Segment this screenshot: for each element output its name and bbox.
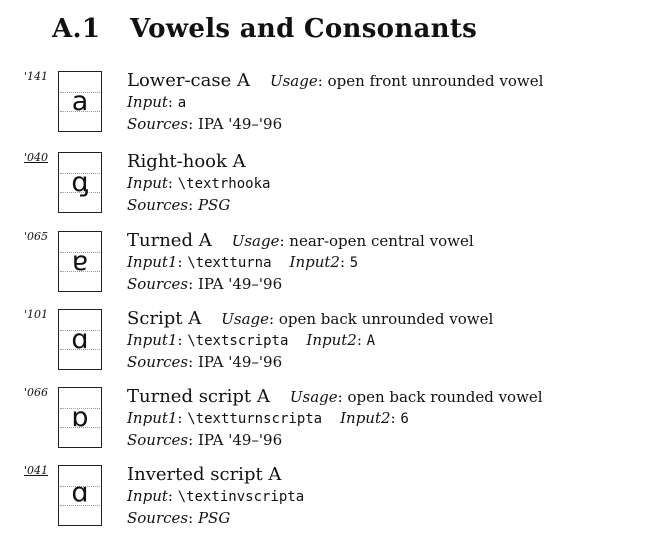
entry-name: Inverted script A [127, 464, 282, 485]
sources-value: IPA '49–'96 [197, 275, 283, 293]
sources-value: IPA '49–'96 [197, 115, 283, 133]
input-command: \textturna [187, 255, 272, 271]
input-line: Input1: \textscripta Input2: A [127, 331, 376, 349]
glyph-sample: a [71, 86, 89, 117]
input-line: Input1: \textturnscripta Input2: 6 [127, 409, 409, 427]
input-line: Input: \textinvscripta [127, 487, 305, 505]
sources-line: Sources: PSG [127, 196, 231, 214]
usage: Usage: near-open central vowel [231, 232, 474, 250]
glyph-sample: ɒ [71, 402, 89, 433]
glyph-entry [0, 464, 660, 542]
glyph-entry [0, 308, 660, 386]
octal-code: '040 [24, 151, 49, 164]
input-command: \textinvscripta [177, 489, 305, 505]
entry-name-line [127, 308, 493, 329]
input2-command: 5 [349, 255, 359, 271]
sources-line: Sources: PSG [127, 509, 231, 527]
glyph-sample: ɐ [71, 246, 89, 277]
glyph-entry [0, 230, 660, 308]
glyph-box [58, 71, 102, 132]
section-heading [52, 14, 477, 44]
input2-command: A [366, 333, 376, 349]
sources-line: Sources: IPA '49–'96 [127, 353, 283, 371]
sources-value: IPA '49–'96 [197, 353, 283, 371]
sources-line: Sources: IPA '49–'96 [127, 431, 283, 449]
usage: Usage: open front unrounded vowel [269, 72, 544, 90]
entry-name-line [127, 386, 543, 407]
glyph-sample: ɑ̡ [71, 167, 89, 198]
section-title: Vowels and Consonants [130, 14, 478, 44]
octal-code: '141 [24, 70, 49, 83]
entry-name: Right-hook A [127, 151, 246, 172]
sources-value: IPA '49–'96 [197, 431, 283, 449]
usage: Usage: open back rounded vowel [289, 388, 543, 406]
glyph-box [58, 152, 102, 213]
octal-code: '065 [24, 230, 49, 243]
input-command: \textrhooka [177, 176, 271, 192]
glyph-entry [0, 151, 660, 229]
glyph-sample: ɑ [71, 324, 89, 355]
input-line: Input: \textrhooka [127, 174, 271, 192]
entry-name: Turned A [127, 230, 212, 251]
entry-name: Lower-case A [127, 70, 250, 91]
entry-name: Turned script A [127, 386, 270, 407]
glyph-box [58, 309, 102, 370]
glyph-box [58, 465, 102, 526]
glyph-sample: ɑ [71, 480, 89, 511]
input-command: \textscripta [187, 333, 289, 349]
sources-line: Sources: IPA '49–'96 [127, 115, 283, 133]
entry-name: Script A [127, 308, 202, 329]
octal-code: '101 [24, 308, 49, 321]
glyph-box [58, 231, 102, 292]
glyph-entry [0, 386, 660, 464]
octal-code: '041 [24, 464, 49, 477]
input-command: \textturnscripta [187, 411, 323, 427]
section-number: A.1 [52, 14, 101, 44]
entry-name-line [127, 70, 543, 91]
input-line: Input1: \textturna Input2: 5 [127, 253, 359, 271]
sources-value: PSG [197, 196, 231, 214]
usage: Usage: open back unrounded vowel [221, 310, 494, 328]
input2-command: 6 [400, 411, 409, 427]
octal-code: '066 [24, 386, 49, 399]
sources-line: Sources: IPA '49–'96 [127, 275, 283, 293]
input-line: Input: a [127, 93, 187, 111]
glyph-entry [0, 70, 660, 148]
glyph-box [58, 387, 102, 448]
entry-name-line [127, 464, 281, 485]
input-command: a [177, 95, 187, 111]
sources-value: PSG [197, 509, 231, 527]
entry-name-line [127, 230, 474, 251]
entry-name-line [127, 151, 246, 172]
